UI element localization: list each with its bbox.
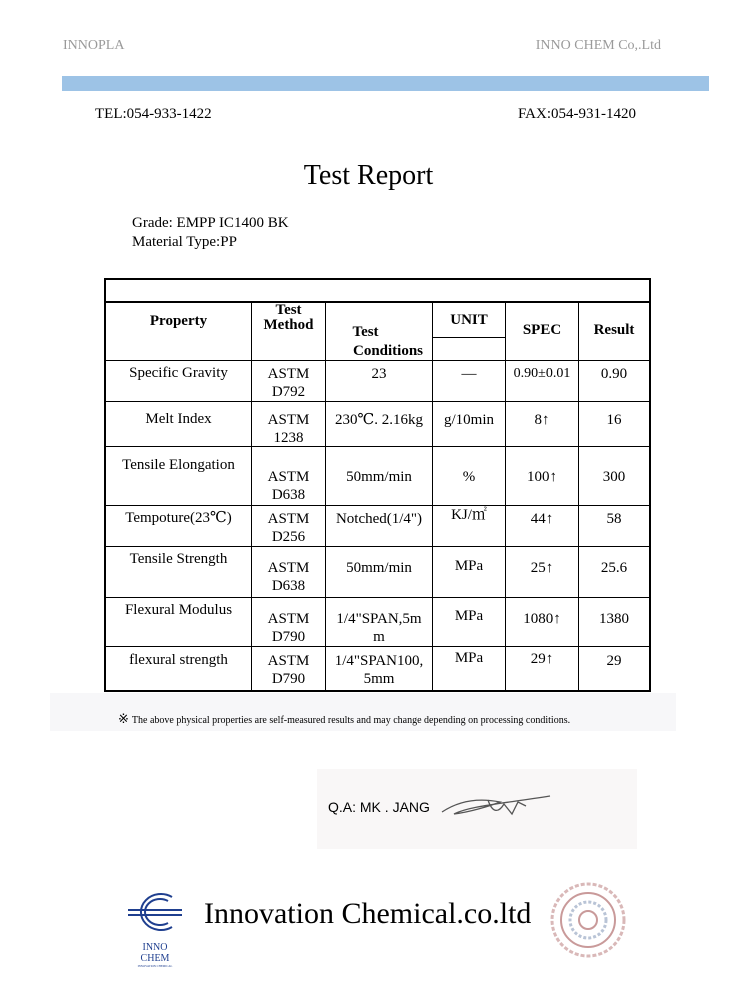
logo-subtext: INNOVATION CHEMICAL — [137, 964, 173, 968]
table-row-unit: — — [461, 366, 477, 382]
table-row-unit: MPa — [454, 558, 484, 574]
note-text: The above physical properties are self-measured results and may change depending on processing conditions. — [131, 715, 571, 726]
table-row-method: D790 — [271, 671, 306, 687]
table-row-spec: 44↑ — [530, 511, 554, 527]
table-row-method: ASTM — [267, 653, 310, 669]
table-row-conditions: Notched(1/4") — [335, 511, 423, 527]
table-row-result: 300 — [602, 469, 626, 485]
table-row-unit: MPa — [454, 608, 484, 624]
table-row-conditions: 23 — [371, 366, 387, 382]
table-row-spec: 25↑ — [530, 560, 554, 576]
table-row-spec: 29↑ — [530, 651, 554, 667]
table-row-conditions: 230℃. 2.16kg — [334, 412, 424, 428]
table-row-result: 58 — [606, 511, 622, 527]
table-row-property: flexural strength — [129, 652, 228, 668]
table-row-conditions: 50mm/min — [346, 469, 412, 485]
table-row-method: ASTM — [267, 560, 310, 576]
header-band — [62, 76, 709, 91]
header-unit: UNIT — [450, 312, 488, 328]
header-right: INNO CHEM Co,.Ltd — [535, 38, 661, 53]
header-test-conditions-1: Test — [352, 324, 379, 340]
table-row-property: Specific Gravity — [129, 365, 228, 381]
qa-signatory: Q.A: MK . JANG — [328, 799, 430, 815]
footnote — [118, 711, 570, 727]
properties-table — [104, 278, 651, 692]
table-row-method: D638 — [271, 578, 306, 594]
table-row-property: Melt Index — [145, 411, 212, 427]
table-row-property: Flexural Modulus — [124, 602, 233, 618]
table-row-result: 29 — [606, 653, 622, 669]
table-row-spec: 100↑ — [527, 469, 557, 485]
table-row-method: ASTM — [267, 511, 310, 527]
header-property: Property — [149, 313, 208, 329]
table-row-method: D790 — [271, 629, 306, 645]
table-row-unit: KJ/㎡ — [451, 507, 487, 523]
table-row-method: D792 — [271, 384, 306, 400]
table-row-result: 1380 — [599, 611, 629, 627]
table-row-conditions: 1/4"SPAN,5m — [336, 611, 422, 627]
table-row-method: ASTM — [267, 366, 310, 382]
signature-icon — [440, 792, 556, 822]
table-row-method: ASTM — [267, 469, 310, 485]
table-row-property: Tempoture(23℃) — [125, 510, 232, 526]
company-logo — [128, 887, 182, 968]
header-test-method-1: Test — [275, 302, 302, 318]
note-mark: ※ — [118, 711, 129, 726]
table-row-property: Tensile Strength — [129, 551, 228, 567]
header-result: Result — [593, 322, 635, 338]
table-row-method: D256 — [271, 529, 306, 545]
table-row-unit: MPa — [454, 650, 484, 666]
header-spec: SPEC — [522, 322, 562, 338]
table-row-result: 25.6 — [600, 560, 628, 576]
table-row-method: ASTM — [267, 412, 310, 428]
table-row-conditions: 50mm/min — [346, 560, 412, 576]
fax: FAX:054-931-1420 — [517, 106, 636, 122]
table-row-unit: % — [462, 469, 476, 485]
company-name: Innovation Chemical.co.ltd — [204, 897, 532, 930]
tel: TEL:054-933-1422 — [95, 106, 212, 122]
header-left: INNOPLA — [63, 38, 125, 53]
table-row-unit: g/10min — [443, 412, 494, 428]
table-row-spec: 8↑ — [534, 412, 550, 428]
logo-icon — [128, 887, 182, 939]
table-row-property: Tensile Elongation — [122, 457, 235, 473]
table-row-method: ASTM — [267, 611, 310, 627]
header-test-conditions-2: Conditions — [352, 343, 424, 359]
grade: Grade: EMPP IC1400 BK — [132, 215, 289, 231]
table-row-conditions: 5mm — [363, 671, 395, 687]
company-seal-icon — [548, 880, 628, 960]
logo-text: INNO CHEM — [140, 942, 170, 964]
material-type: Material Type:PP — [132, 234, 237, 250]
table-row-conditions: m — [373, 629, 385, 645]
header-test-method-2: Method — [263, 317, 314, 333]
table-row-spec: 1080↑ — [523, 611, 561, 627]
page-title: Test Report — [303, 160, 434, 191]
table-row-method: 1238 — [273, 430, 304, 446]
table-row-result: 16 — [606, 412, 622, 428]
table-row-result: 0.90 — [600, 366, 628, 382]
table-row-spec: 0.90±0.01 — [513, 366, 571, 381]
table-row-method: D638 — [271, 487, 306, 503]
table-row-conditions: 1/4"SPAN100, — [334, 653, 424, 669]
